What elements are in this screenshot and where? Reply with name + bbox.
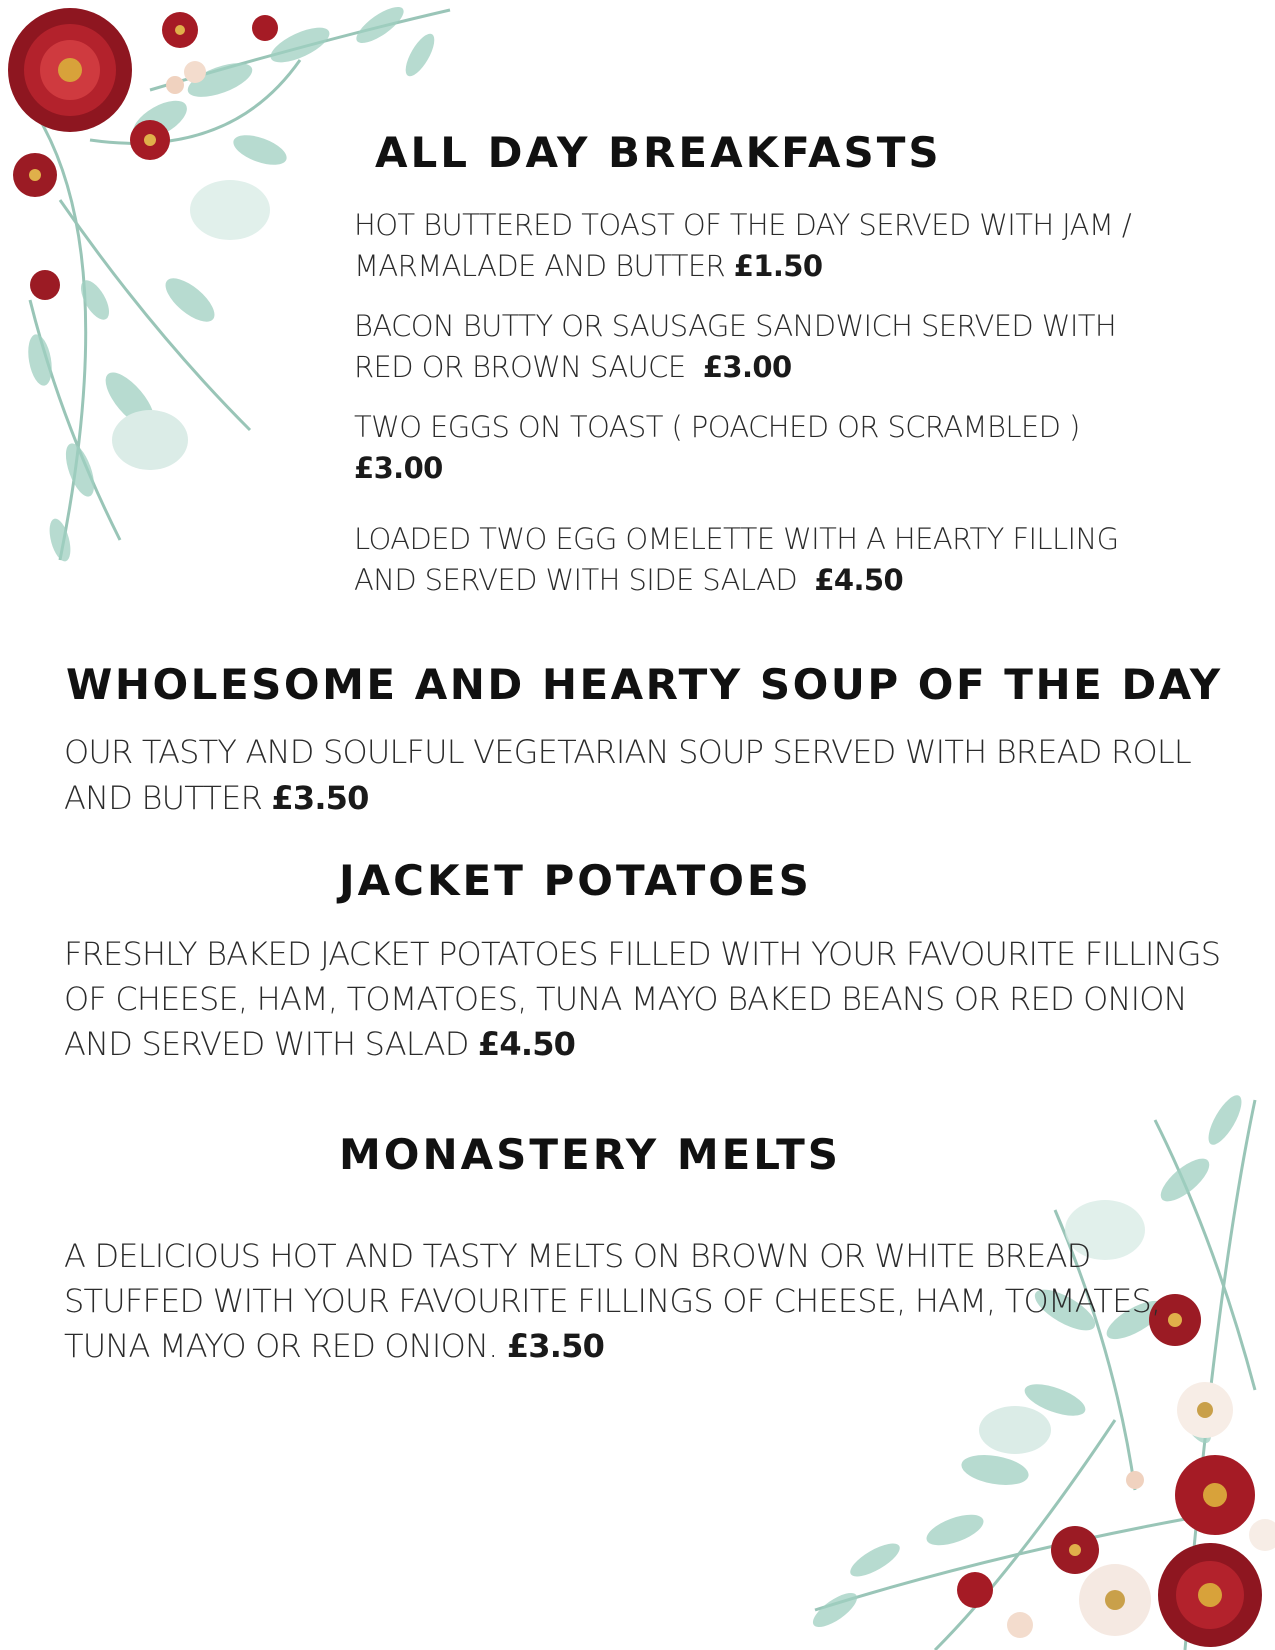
menu-item-description: HOT BUTTERED TOAST OF THE DAY SERVED WITH JAM / MARMALADE AND BUTTER (354, 208, 1132, 283)
section-title-jacket-potatoes: JACKET POTATOES (339, 856, 812, 905)
floral-decoration-top-left-icon (0, 0, 470, 580)
section-title-soup: WHOLESOME AND HEARTY SOUP OF THE DAY (66, 660, 1223, 709)
menu-item-description: LOADED TWO EGG OMELETTE WITH A HEARTY FILLING AND SERVED WITH SIDE SALAD (354, 522, 1119, 597)
menu-item-description: OUR TASTY AND SOULFUL VEGETARIAN SOUP SERVED WITH BREAD ROLL AND BUTTER (64, 733, 1191, 817)
menu-item-bacon-butty (354, 306, 1154, 388)
section-title-monastery-melts: MONASTERY MELTS (339, 1130, 842, 1179)
menu-item-jacket-potato (64, 932, 1224, 1067)
menu-item-price: £3.50 (271, 779, 369, 817)
menu-item-description: FRESHLY BAKED JACKET POTATOES FILLED WITH YOUR FAVOURITE FILLINGS OF CHEESE, HAM, TOMATOES, TUNA MAYO BAKED BEANS OR RED ONION AND SERVED WITH SALAD (64, 935, 1221, 1063)
menu-item-description: BACON BUTTY OR SAUSAGE SANDWICH SERVED WITH RED OR BROWN SAUCE (354, 309, 1117, 384)
menu-item-price: £3.00 (354, 451, 443, 485)
menu-item-price: £4.50 (477, 1025, 576, 1063)
menu-item-price: £1.50 (733, 249, 823, 283)
menu-item-price: £4.50 (814, 563, 904, 597)
menu-item-toast (354, 205, 1154, 287)
menu-item-omelette (354, 519, 1154, 601)
menu-item-description: A DELICIOUS HOT AND TASTY MELTS ON BROWN OR WHITE BREAD STUFFED WITH YOUR FAVOURITE FILLINGS OF CHEESE, HAM, TOMATES, TUNA MAYO OR RED ONION. (64, 1237, 1161, 1365)
menu-item-eggs-on-toast (354, 407, 1154, 489)
section-title-breakfasts: ALL DAY BREAKFASTS (375, 128, 942, 177)
menu-item-price: £3.50 (506, 1327, 605, 1365)
menu-item-description: TWO EGGS ON TOAST ( POACHED OR SCRAMBLED ) (354, 410, 1080, 444)
menu-item-melts (64, 1234, 1234, 1369)
menu-item-price: £3.00 (702, 350, 792, 384)
menu-item-soup (64, 729, 1214, 821)
